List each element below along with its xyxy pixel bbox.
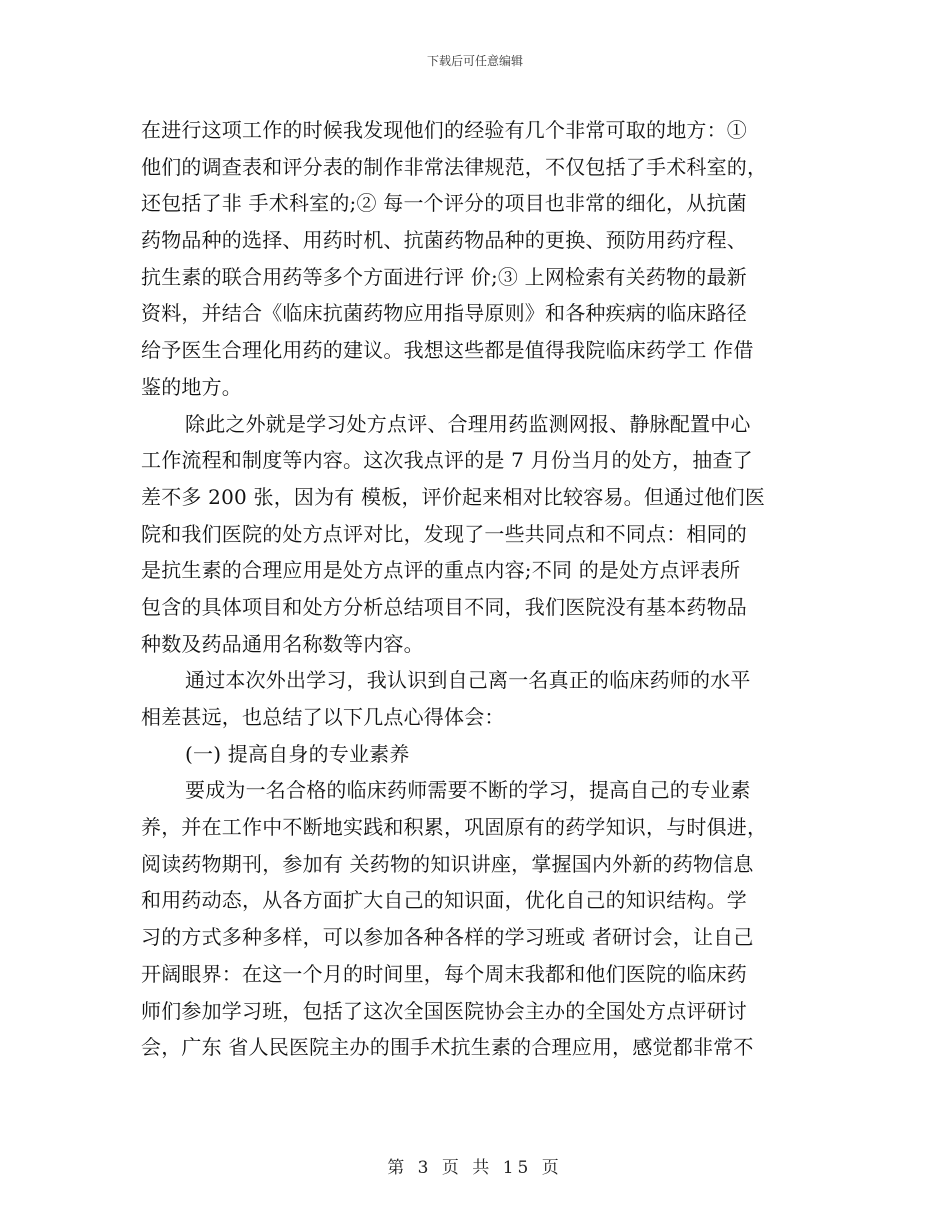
body-line: 阅读药物期刊，参加有 关药物的知识讲座，掌握国内外新的药物信息 bbox=[141, 851, 754, 876]
document-body bbox=[141, 112, 806, 1066]
body-line: 他们的调查表和评分表的制作非常法律规范，不仅包括了手术科室的， bbox=[141, 154, 768, 179]
body-line: 还包括了非 手术科室的;② 每一个评分的项目也非常的细化，从抗菌 bbox=[141, 191, 747, 216]
body-line: 工作流程和制度等内容。这次我点评的是 7 月份当月的处方，抽查了 bbox=[141, 448, 753, 473]
body-line: 给予医生合理化用药的建议。我想这些都是值得我院临床药学工 作借 bbox=[141, 338, 754, 363]
paragraph-first-line: 通过本次外出学习，我认识到自己离一名真正的临床药师的水平 bbox=[185, 668, 751, 693]
body-line: 资料，并结合《临床抗菌药物应用指导原则》和各种疾病的临床路径 bbox=[141, 301, 747, 326]
page-header: 下载后可任意编辑 bbox=[426, 54, 523, 68]
body-line: 养，并在工作中不断地实践和积累，巩固原有的药学知识，与时俱进， bbox=[141, 815, 768, 840]
body-line: 开阔眼界：在这一个月的时间里，每个周末我都和他们医院的临床药 bbox=[141, 961, 747, 986]
body-line: 和用药动态，从各方面扩大自己的知识面，优化自己的知识结构。学 bbox=[141, 888, 747, 913]
section-heading: (一) 提高自身的专业素养 bbox=[185, 741, 410, 766]
body-line: 院和我们医院的处方点评对比，发现了一些共同点和不同点：相同的 bbox=[141, 521, 747, 546]
body-line: 相差甚远，也总结了以下几点心得体会： bbox=[141, 705, 505, 729]
body-line: 抗生素的联合用药等多个方面进行评 价;③ 上网检索有关药物的最新 bbox=[141, 264, 747, 289]
body-line: 是抗生素的合理应用是处方点评的重点内容;不同 的是处方点评表所 bbox=[141, 558, 741, 583]
body-line: 差不多 200 张，因为有 模板，评价起来相对比较容易。但通过他们医 bbox=[141, 484, 766, 509]
page-number: 第 3 页 共 15 页 bbox=[387, 1158, 563, 1178]
body-line: 鉴的地方。 bbox=[141, 374, 242, 399]
body-line: 会，广东 省人民医院主办的围手术抗生素的合理应用，感觉都非常不 bbox=[141, 1035, 754, 1060]
paragraph-first-line: 除此之外就是学习处方点评、合理用药监测网报、静脉配置中心 bbox=[185, 411, 751, 436]
body-line: 包含的具体项目和处方分析总结项目不同，我们医院没有基本药物品 bbox=[141, 594, 747, 619]
body-line: 种数及药品通用名称数等内容。 bbox=[141, 631, 424, 656]
body-line: 师们参加学习班，包括了这次全国医院协会主办的全国处方点评研讨 bbox=[141, 998, 747, 1023]
body-line: 药物品种的选择、用药时机、抗菌药物品种的更换、预防用药疗程、 bbox=[141, 228, 747, 253]
paragraph-first-line: 要成为一名合格的临床药师需要不断的学习，提高自己的专业素 bbox=[185, 778, 751, 803]
body-line: 在进行这项工作的时候我发现他们的经验有几个非常可取的地方：① bbox=[141, 118, 747, 142]
body-line: 习的方式多种多样，可以参加各种各样的学习班或 者研讨会，让自己 bbox=[141, 925, 754, 950]
